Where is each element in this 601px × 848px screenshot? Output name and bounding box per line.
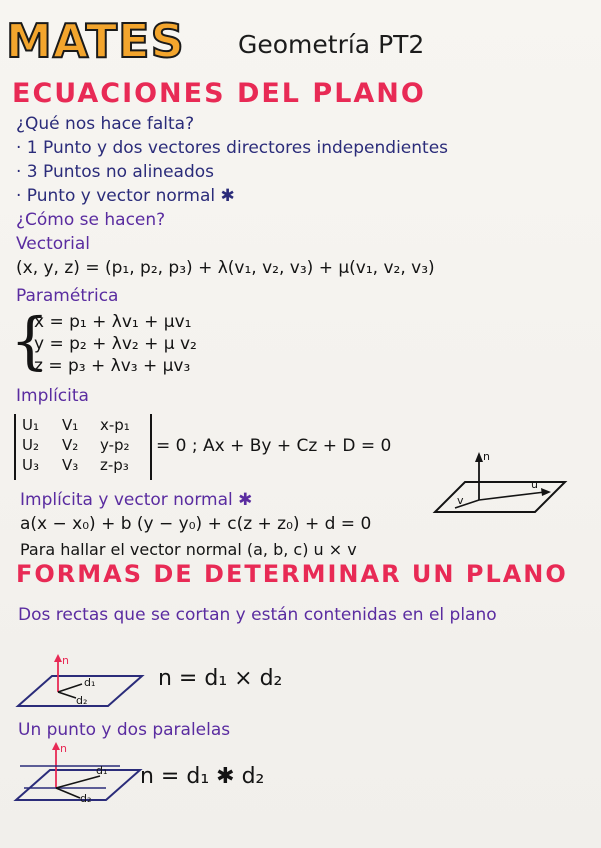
parametric-eq-x: x = p₁ + λv₁ + μv₁ <box>34 312 192 332</box>
matrix-cell: V₂ <box>62 436 79 454</box>
label-n: n <box>62 654 69 667</box>
matrix-cell: U₃ <box>22 456 39 474</box>
plane-lines-diagram <box>12 654 152 714</box>
matrix-cell: y-p₂ <box>100 436 130 454</box>
plane-normal-diagram <box>425 448 575 524</box>
question-needs: ¿Qué nos hace falta? <box>16 114 195 134</box>
matrix-cell: U₁ <box>22 416 39 434</box>
label-d1: d₁ <box>96 764 108 777</box>
section-heading-formas: FORMAS DE DETERMINAR UN PLANO <box>16 560 568 588</box>
parametrica-label: Paramétrica <box>16 286 119 306</box>
label-d2: d₂ <box>80 792 92 805</box>
label-v: v <box>457 494 464 507</box>
label-u: u <box>531 478 538 491</box>
vectorial-equation: (x, y, z) = (p₁, p₂, p₃) + λ(v₁, v₂, v₃) + μ(v₁, v₂, v₃) <box>16 258 435 278</box>
case2-formula: n = d₁ ✱ d₂ <box>140 764 265 789</box>
d2-arrow <box>56 788 80 798</box>
case1-formula: n = d₁ × d₂ <box>158 666 283 691</box>
normal-label: Implícita y vector normal ✱ <box>20 490 253 510</box>
label-d1: d₁ <box>84 676 96 689</box>
matrix-cell: V₃ <box>62 456 79 474</box>
case2-text: Un punto y dos paralelas <box>18 720 231 740</box>
d1-arrow <box>58 684 82 692</box>
normal-equation: a(x − x₀) + b (y − y₀) + c(z + z₀) + d = 0 <box>20 514 372 534</box>
need-item-1: · 1 Punto y dos vectores directores independientes <box>16 138 449 158</box>
plane-parallels-diagram <box>10 740 150 806</box>
label-d2: d₂ <box>76 694 88 707</box>
page-title: MATES <box>6 14 185 68</box>
parametric-eq-z: z = p₃ + λv₃ + μv₃ <box>34 356 191 376</box>
implicit-equation: = 0 ; Ax + By + Cz + D = 0 <box>156 436 392 456</box>
page-subtitle: Geometría PT2 <box>238 30 425 59</box>
d2-arrow <box>58 692 76 698</box>
parametric-eq-y: y = p₂ + λv₂ + μ v₂ <box>34 334 197 354</box>
matrix-cell: U₂ <box>22 436 39 454</box>
section-heading-ecuaciones: ECUACIONES DEL PLANO <box>12 78 426 109</box>
system-brace: { <box>10 304 50 377</box>
question-how: ¿Cómo se hacen? <box>16 210 166 230</box>
matrix-cell: x-p₁ <box>100 416 130 434</box>
u-arrow <box>479 492 545 500</box>
label-n: n <box>483 450 490 463</box>
vectorial-label: Vectorial <box>16 234 91 254</box>
determinant-matrix <box>14 414 152 480</box>
need-item-2: · 3 Puntos no alineados <box>16 162 214 182</box>
matrix-cell: V₁ <box>62 416 79 434</box>
matrix-cell: z-p₃ <box>100 456 129 474</box>
label-n: n <box>60 742 67 755</box>
d1-arrow <box>56 776 100 788</box>
plane-shape <box>16 770 140 800</box>
case1-text: Dos rectas que se cortan y están contenidas en el plano <box>18 605 497 625</box>
normal-note: Para hallar el vector normal (a, b, c) u × v <box>20 540 357 559</box>
need-item-3: · Punto y vector normal ✱ <box>16 186 235 206</box>
implicita-label: Implícita <box>16 386 89 406</box>
